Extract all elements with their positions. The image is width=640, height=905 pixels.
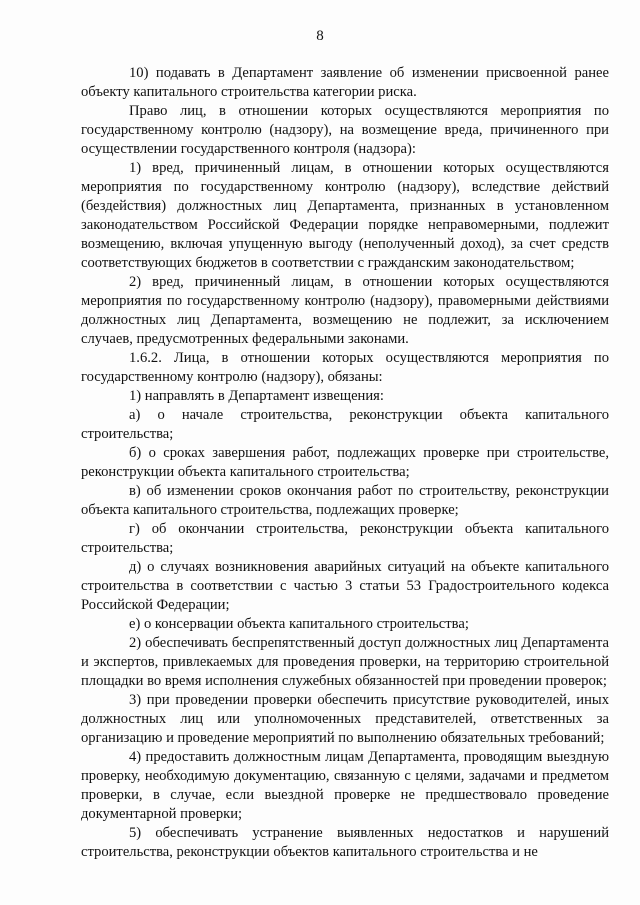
paragraph: д) о случаях возникновения аварийных ситуаций на объекте капитального строительства в соответствии с частью 3 статьи 53 Градостроительного кодекса Российской Федерации; [81,559,609,613]
paragraph: 1.6.2. Лица, в отношении которых осуществляются мероприятия по государственному контролю (надзору), обязаны: [81,350,609,385]
paragraph: а) о начале строительства, реконструкции объекта капитального строительства; [81,407,609,442]
paragraph: 3) при проведении проверки обеспечить присутствие руководителей, иных должностных лиц или уполномоченных представителей, ответственных за организацию и проведение мероприятий по выполнению обязательных требований; [81,692,609,746]
paragraph: 2) вред, причиненный лицам, в отношении которых осуществляются мероприятия по государственному контролю (надзору), правомерными действиями должностных лиц Департамента, возмещению не подлежит, за исключением случаев, предусмотренных федеральными законами. [81,274,609,347]
page-number: 8 [316,28,324,44]
paragraph: б) о сроках завершения работ, подлежащих проверке при строительстве, реконструкции объекта капитального строительства; [81,445,609,480]
paragraph: 5) обеспечивать устранение выявленных недостатков и нарушений строительства, реконструкции объектов капитального строительства и не [81,825,609,860]
document-body [81,64,609,862]
paragraph: 10) подавать в Департамент заявление об изменении присвоенной ранее объекту капитального строительства категории риска. [81,65,609,100]
paragraph: в) об изменении сроков окончания работ по строительству, реконструкции объекта капитального строительства, подлежащих проверке; [81,483,609,518]
paragraph: 1) вред, причиненный лицам, в отношении которых осуществляются мероприятия по государственному контролю (надзору), вследствие действий (бездействия) должностных лиц Департамента, признанных в установленном законодательством Российской Федерации порядке неправомерными, подлежит возмещению, включая упущенную выгоду (неполученный доход), за счет средств соответствующих бюджетов в соответствии с гражданским законодательством; [81,160,609,271]
paragraph: Право лиц, в отношении которых осуществляются мероприятия по государственному контролю (надзору), на возмещение вреда, причиненного при осуществлении государственного контроля (надзора): [81,103,609,157]
paragraph: 2) обеспечивать беспрепятственный доступ должностных лиц Департамента и экспертов, привлекаемых для проведения проверки, на территорию строительной площадки во время исполнения служебных обязанностей при проведении проверок; [81,635,609,689]
paragraph: г) об окончании строительства, реконструкции объекта капитального строительства; [81,521,609,556]
paragraph: е) о консервации объекта капитального строительства; [129,616,469,632]
paragraph: 1) направлять в Департамент извещения: [129,388,384,404]
paragraph: 4) предоставить должностным лицам Департамента, проводящим выездную проверку, необходимую документацию, связанную с целями, задачами и предметом проверки, в случае, если выездной проверке не предшествовало проведение документарной проверки; [81,749,609,822]
